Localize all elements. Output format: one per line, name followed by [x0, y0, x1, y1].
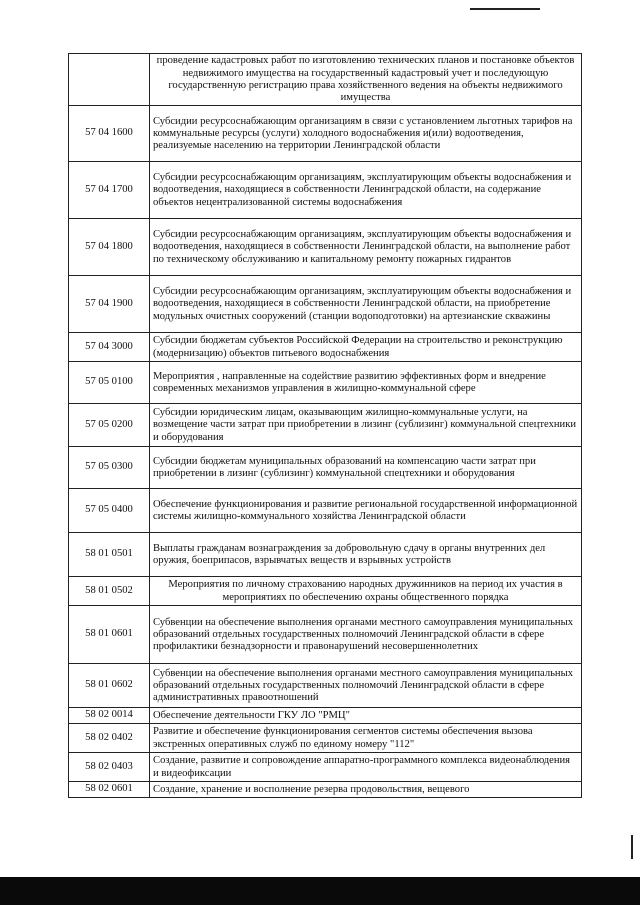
- description-cell: Субсидии бюджетам муниципальных образований на компенсацию части затрат при приобретении в лизинг (сублизинг) коммунальной спецтехники и оборудования: [150, 447, 582, 489]
- table-row: [69, 333, 582, 362]
- code-cell: 57 04 1900: [69, 276, 150, 333]
- code-cell: 57 04 1700: [69, 162, 150, 219]
- code-cell: 57 05 0400: [69, 489, 150, 533]
- code-cell: 58 01 0501: [69, 533, 150, 577]
- code-cell: 57 04 1600: [69, 106, 150, 162]
- description-cell: Субсидии ресурсоснабжающим организациям, эксплуатирующим объекты водоснабжения и водоотведения, находящиеся в собственности Ленинградской области, на приобретение модульных очистных сооружений (станции водоподготовки) на артезианские скважины: [150, 276, 582, 333]
- description-cell: Субсидии юридическим лицам, оказывающим жилищно-коммунальные услуги, на возмещение части затрат при приобретении в лизинг (сублизинг) коммунальной спецтехники и оборудования: [150, 404, 582, 447]
- description-cell: Создание, развитие и сопровождение аппаратно-программного комплекса видеонаблюдения и видеофиксации: [150, 753, 582, 782]
- table-row: [69, 533, 582, 577]
- code-cell: 57 05 0200: [69, 404, 150, 447]
- table-row: [69, 276, 582, 333]
- description-cell: Создание, хранение и восполнение резерва продовольствия, вещевого: [150, 782, 582, 798]
- table-row: [69, 782, 582, 798]
- code-cell: 58 01 0601: [69, 606, 150, 664]
- code-cell: 58 02 0403: [69, 753, 150, 782]
- table-row: [69, 724, 582, 753]
- description-cell: Субсидии ресурсоснабжающим организациям, эксплуатирующим объекты водоснабжения и водоотведения, находящиеся в собственности Ленинградской области, на содержание объектов нецентрализованной системы водоснабжения: [150, 162, 582, 219]
- code-cell: 58 02 0014: [69, 708, 150, 724]
- code-cell: [69, 54, 150, 106]
- description-cell: Субвенции на обеспечение выполнения органами местного самоуправления муниципальных образований отдельных государственных полномочий Ленинградской области в сфере административных правоотношений: [150, 664, 582, 708]
- table-body: [69, 54, 582, 798]
- table-row: [69, 219, 582, 276]
- code-cell: 58 01 0502: [69, 577, 150, 606]
- description-cell: Обеспечение деятельности ГКУ ЛО "РМЦ": [150, 708, 582, 724]
- description-cell: Обеспечение функционирования и развитие региональной государственной информационной системы жилищно-коммунального хозяйства Ленинградской области: [150, 489, 582, 533]
- table-row: [69, 489, 582, 533]
- table-row: [69, 664, 582, 708]
- description-cell: Мероприятия , направленные на содействие развитию эффективных форм и внедрение современных механизмов управления в жилищно-коммунальной сфере: [150, 362, 582, 404]
- code-cell: 57 04 1800: [69, 219, 150, 276]
- table-row: [69, 606, 582, 664]
- description-cell: Субсидии ресурсоснабжающим организациям, эксплуатирующим объекты водоснабжения и водоотведения, находящиеся в собственности Ленинградской области, на выполнение работ по техническому обслуживанию и капитальному ремонту пожарных гидрантов: [150, 219, 582, 276]
- table-row: [69, 577, 582, 606]
- budget-codes-table: [68, 53, 582, 798]
- description-cell: Субсидии бюджетам субъектов Российской Федерации на строительство и реконструкцию (модернизацию) объектов питьевого водоснабжения: [150, 333, 582, 362]
- table-row: [69, 404, 582, 447]
- scan-artifact-top: [470, 8, 540, 10]
- code-cell: 58 02 0402: [69, 724, 150, 753]
- description-cell: Мероприятия по личному страхованию народных дружинников на период их участия в мероприятиях по обеспечению охраны общественного порядка: [150, 577, 582, 606]
- description-cell: Субвенции на обеспечение выполнения органами местного самоуправления муниципальных образований отдельных государственных полномочий Ленинградской области в сфере профилактики безнадзорности и правонарушений несовершеннолетних: [150, 606, 582, 664]
- table-row: [69, 708, 582, 724]
- scan-artifact-right: [631, 835, 633, 859]
- table-row: [69, 753, 582, 782]
- code-cell: 57 04 3000: [69, 333, 150, 362]
- description-cell: проведение кадастровых работ по изготовлению технических планов и постановке объектов недвижимого имущества на государственный кадастровый учет и последующую государственную регистрацию права хозяйственного ведения на объекты недвижимого имущества: [150, 54, 582, 106]
- code-cell: 58 01 0602: [69, 664, 150, 708]
- description-cell: Субсидии ресурсоснабжающим организациям в связи с установлением льготных тарифов на коммунальные ресурсы (услуги) холодного водоснабжения и(или) водоотведения, реализуемые населению на территории Ленинградской области: [150, 106, 582, 162]
- scan-bottom-black-bar: [0, 877, 640, 905]
- description-cell: Развитие и обеспечение функционирования сегментов системы обеспечения вызова экстренных оперативных служб по единому номеру "112": [150, 724, 582, 753]
- table-row: [69, 362, 582, 404]
- code-cell: 58 02 0601: [69, 782, 150, 798]
- table-row: [69, 106, 582, 162]
- table-row: [69, 54, 582, 106]
- table-row: [69, 162, 582, 219]
- code-cell: 57 05 0300: [69, 447, 150, 489]
- code-cell: 57 05 0100: [69, 362, 150, 404]
- description-cell: Выплаты гражданам вознаграждения за добровольную сдачу в органы внутренних дел оружия, боеприпасов, взрывчатых веществ и взрывных устройств: [150, 533, 582, 577]
- table-row: [69, 447, 582, 489]
